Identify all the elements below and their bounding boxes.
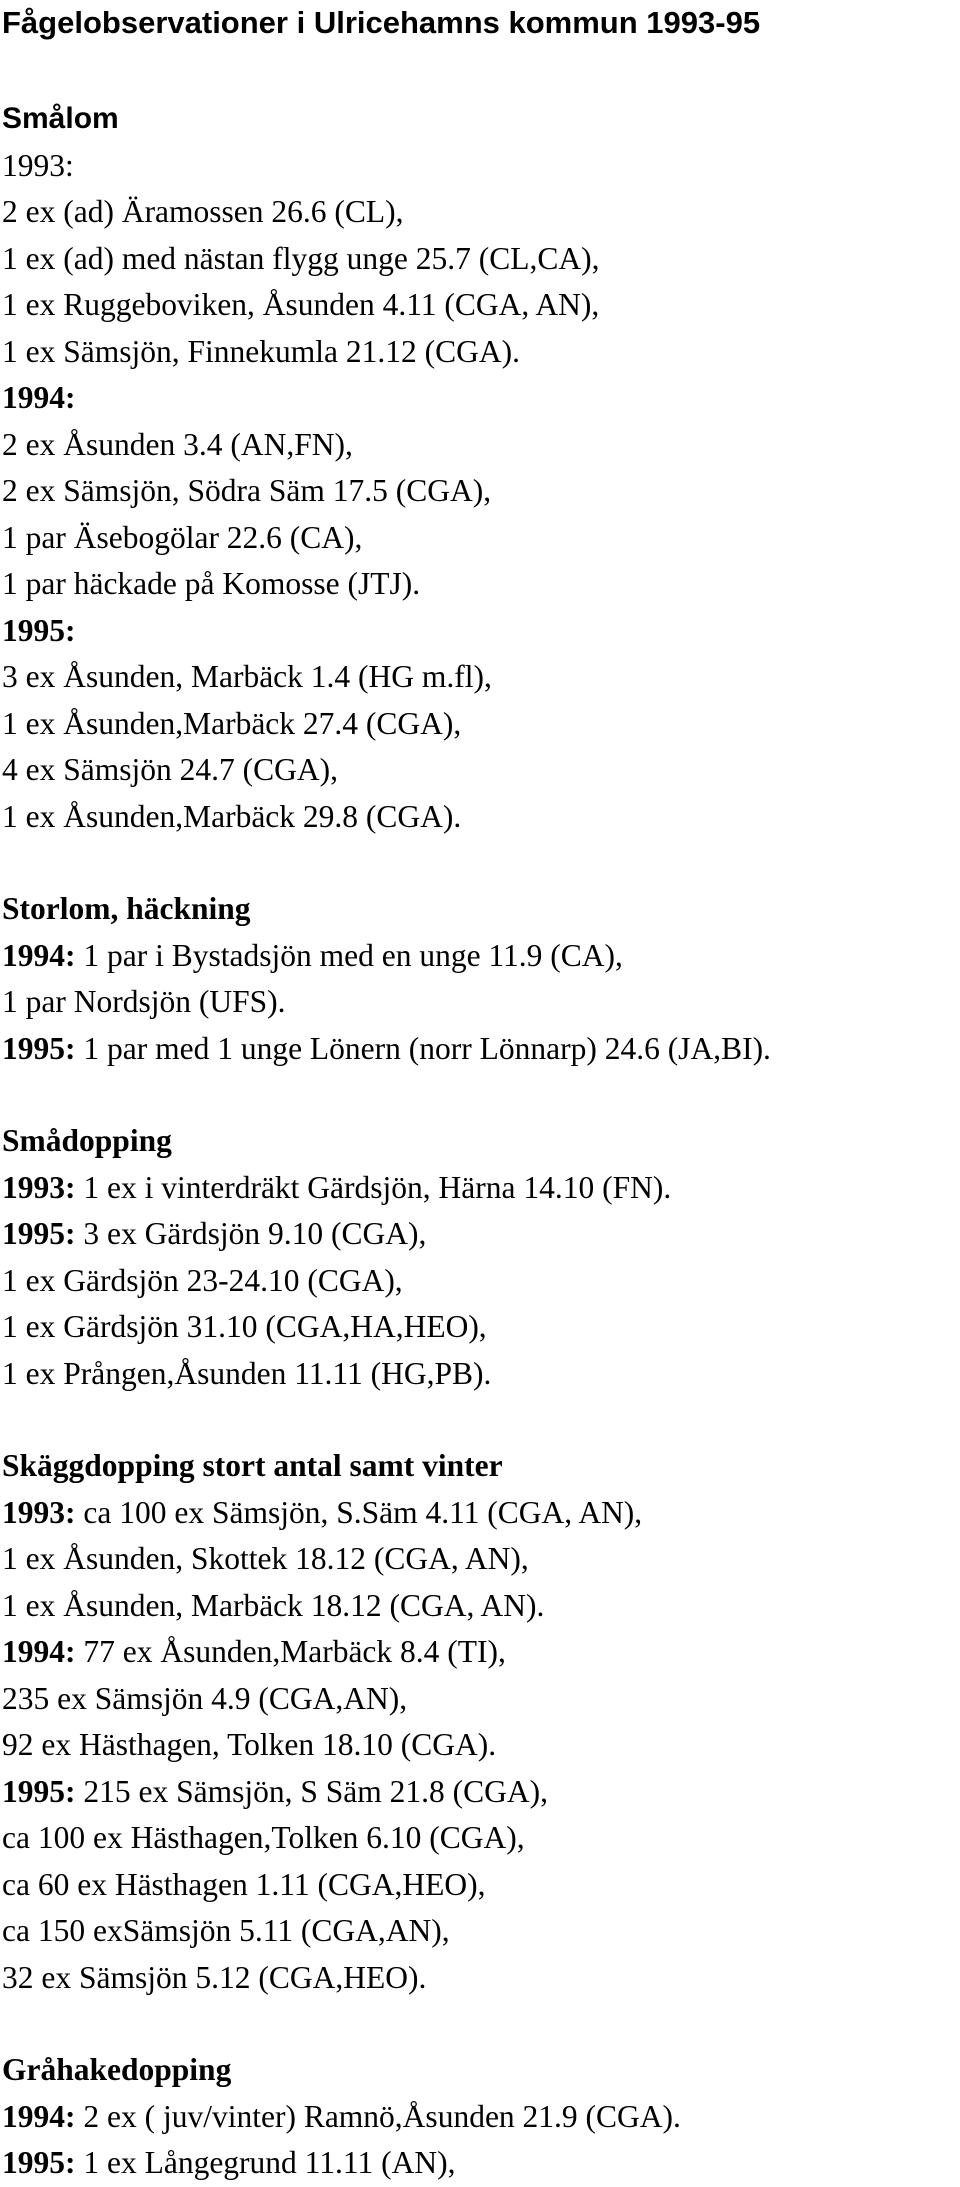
observation-line: ca 150 exSämsjön 5.11 (CGA,AN), — [2, 1913, 450, 1948]
species-section-storlom — [2, 886, 960, 1072]
observation-line: 1 par Äsebogölar 22.6 (CA), — [2, 519, 363, 555]
observation-line: 1 ex Åsunden, Skottek 18.12 (CGA, AN), — [2, 1541, 529, 1576]
species-section-skaggdopping — [2, 1443, 960, 2001]
observation-line: 1 ex Sämsjön, Finnekumla 21.12 (CGA). — [2, 333, 520, 369]
observation-line: 2 ex Sämsjön, Södra Säm 17.5 (CGA), — [2, 473, 492, 508]
observation-line — [2, 1211, 960, 1258]
observation-line: 1 ex Åsunden,Marbäck 29.8 (CGA). — [2, 798, 462, 834]
observation-line: 92 ex Hästhagen, Tolken 18.10 (CGA). — [2, 1727, 497, 1762]
observation-line: 1 par Nordsjön (UFS). — [2, 984, 286, 1019]
observation-line: ca 100 ex Hästhagen,Tolken 6.10 (CGA), — [2, 1820, 525, 1855]
year-label: 1995: — [2, 612, 76, 648]
observation-text: 215 ex Sämsjön, S Säm 21.8 (CGA), — [75, 1773, 548, 1809]
year-line — [2, 143, 960, 190]
year-line — [2, 375, 960, 422]
observation-line — [2, 1026, 960, 1073]
year-label: 1994: — [2, 2098, 76, 2134]
year-label: 1995: — [2, 2145, 76, 2180]
species-heading: Storlom, häckning — [2, 891, 251, 926]
observation-text: 77 ex Åsunden,Marbäck 8.4 (TI), — [75, 1634, 506, 1669]
observation-line: 1 par häckade på Komosse (JTJ). — [2, 566, 421, 601]
observation-line: 2 ex (ad) Äramossen 26.6 (CL), — [2, 194, 404, 229]
observation-line: 1 ex Gärdsjön 31.10 (CGA,HA,HEO), — [2, 1309, 487, 1344]
year-label: 1993: — [2, 147, 74, 183]
observation-line: 1 ex Åsunden, Marbäck 18.12 (CGA, AN). — [2, 1587, 545, 1623]
observation-line: 32 ex Sämsjön 5.12 (CGA,HEO). — [2, 1959, 427, 1995]
observation-text: 1 ex i vinterdräkt Gärdsjön, Härna 14.10 (FN). — [75, 1169, 672, 1205]
observation-line — [2, 1165, 960, 1212]
observation-text: ca 100 ex Sämsjön, S.Säm 4.11 (CGA, AN), — [75, 1494, 643, 1530]
year-label: 1994: — [2, 380, 76, 415]
observation-line — [2, 2094, 960, 2141]
observation-line — [2, 933, 960, 980]
year-label: 1994: — [2, 1634, 76, 1669]
observation-text: 3 ex Gärdsjön 9.10 (CGA), — [75, 1216, 427, 1251]
observation-line: 3 ex Åsunden, Marbäck 1.4 (HG m.fl), — [2, 659, 492, 694]
observation-text: 2 ex ( juv/vinter) Ramnö,Åsunden 21.9 (CGA). — [75, 2098, 681, 2134]
species-heading: Gråhakedopping — [2, 2052, 232, 2087]
species-heading: Smålom — [2, 102, 119, 135]
species-heading: Skäggdopping stort antal samt vinter — [2, 1448, 503, 1483]
observation-text: 1 par med 1 unge Lönern (norr Lönnarp) 24.6 (JA,BI). — [75, 1030, 771, 1066]
year-label: 1995: — [2, 1030, 76, 1066]
observation-line — [2, 1490, 960, 1537]
observation-line: 2 ex Åsunden 3.4 (AN,FN), — [2, 426, 353, 462]
year-label: 1993: — [2, 1169, 76, 1205]
year-label: 1993: — [2, 1494, 76, 1530]
observation-line — [2, 2140, 960, 2187]
observation-line — [2, 1769, 960, 1816]
observation-text: 1 ex Långegrund 11.11 (AN), — [75, 2145, 456, 2180]
year-label: 1995: — [2, 1216, 76, 1251]
species-heading: Smådopping — [2, 1123, 172, 1158]
species-section-smadopping — [2, 1118, 960, 1397]
observation-line: ca 60 ex Hästhagen 1.11 (CGA,HEO), — [2, 1866, 486, 1902]
observation-line — [2, 1629, 960, 1676]
year-label: 1995: — [2, 1773, 76, 1809]
year-label: 1994: — [2, 937, 76, 973]
observation-line: 1 ex Ruggeboviken, Åsunden 4.11 (CGA, AN), — [2, 287, 600, 322]
observation-line: 1 ex Prången,Åsunden 11.11 (HG,PB). — [2, 1355, 492, 1391]
species-section-smalom — [2, 96, 960, 840]
observation-text: 1 par i Bystadsjön med en unge 11.9 (CA), — [75, 937, 623, 973]
observation-line: 1 ex Gärdsjön 23-24.10 (CGA), — [2, 1262, 403, 1298]
year-line — [2, 608, 960, 655]
observation-line: 1 ex (ad) med nästan flygg unge 25.7 (CL,CA), — [2, 240, 600, 276]
observation-line: 1 ex Åsunden,Marbäck 27.4 (CGA), — [2, 705, 462, 741]
observation-line: 235 ex Sämsjön 4.9 (CGA,AN), — [2, 1680, 408, 1716]
document-title: Fågelobservationer i Ulricehamns kommun 1993-95 — [2, 5, 761, 40]
observation-line: 4 ex Sämsjön 24.7 (CGA), — [2, 752, 338, 787]
